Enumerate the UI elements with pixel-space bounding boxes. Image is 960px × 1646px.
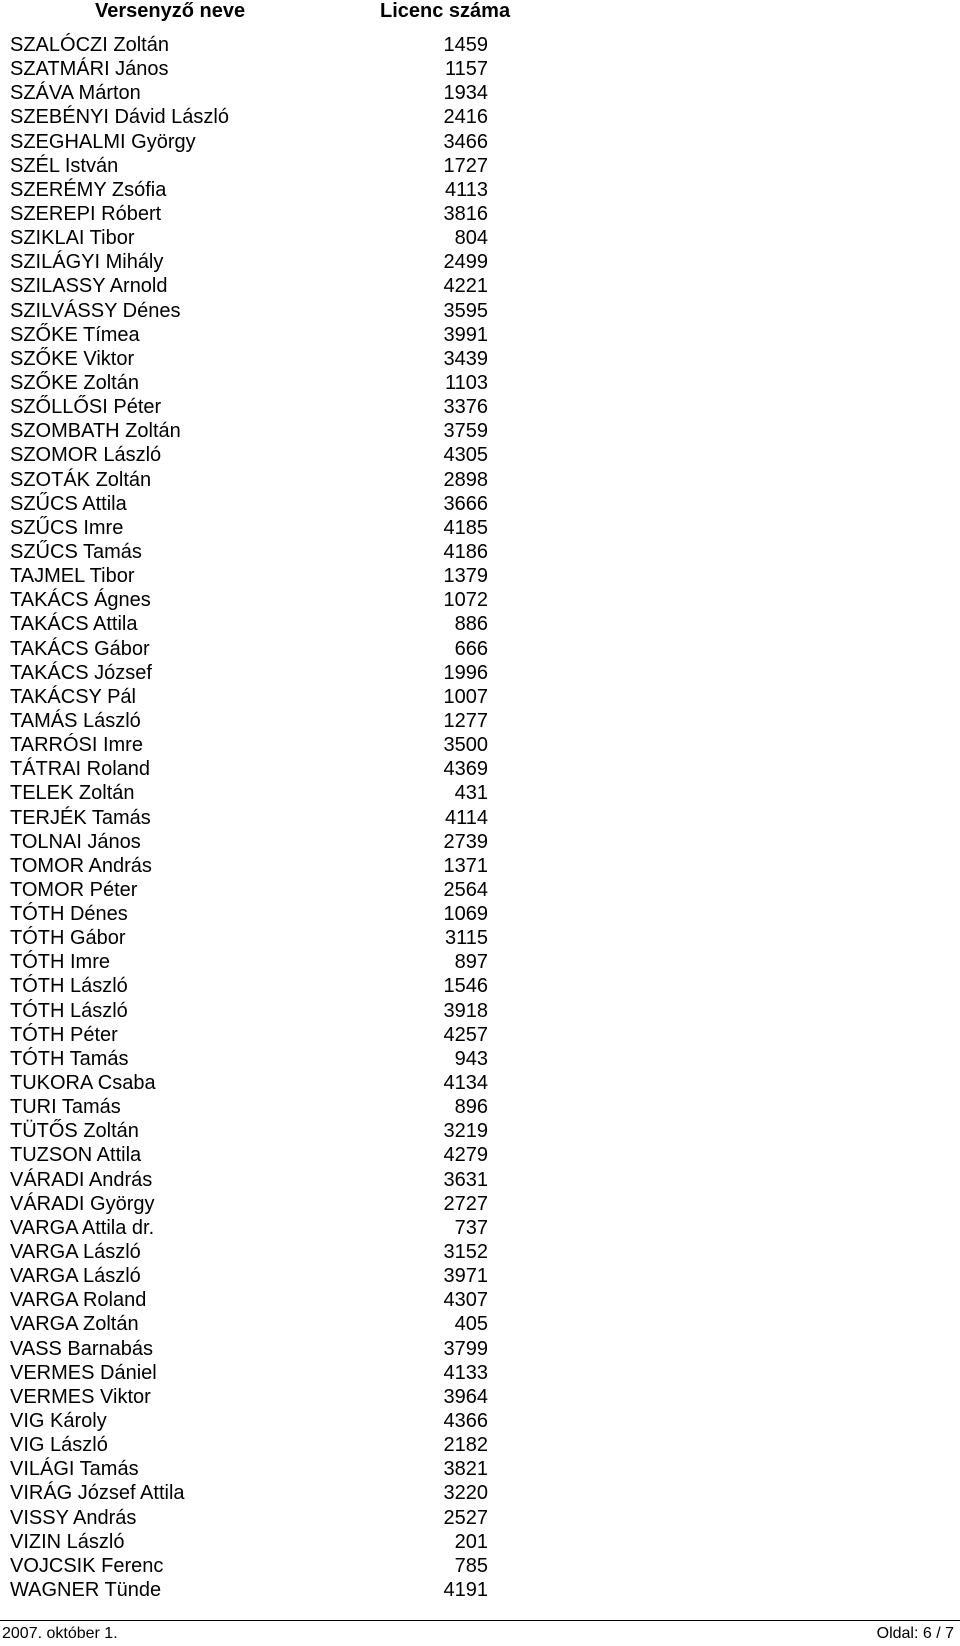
license-number: 1007 [443,685,488,708]
license-number: 2499 [443,251,488,274]
table-row [0,1264,960,1288]
competitor-name: TOLNAI János [10,830,141,853]
competitor-name: TAKÁCS Gábor [10,637,150,660]
license-number: 886 [454,613,488,636]
competitor-name: VIRÁG József Attila [10,1482,185,1505]
table-row [0,395,960,419]
license-number: 3500 [443,734,488,757]
license-number: 4257 [443,1023,488,1046]
header-competitor-name: Versenyző neve [95,0,246,22]
table-row [0,492,960,516]
table-row [0,443,960,467]
competitor-name: VARGA László [10,1241,141,1264]
competitor-name: TELEK Zoltán [10,782,135,805]
competitor-name: SZŰCS Imre [10,516,124,539]
table-row [0,781,960,805]
table-row [0,612,960,636]
license-number: 201 [454,1530,488,1553]
license-number: 2898 [443,468,488,491]
competitor-name: SZŰCS Attila [10,492,127,515]
license-number: 3918 [443,999,488,1022]
competitor-name: SZÁVA Márton [10,82,141,105]
competitor-name: TÁTRAI Roland [10,758,151,781]
license-number: 785 [454,1554,488,1577]
table-row [0,468,960,492]
table-row [0,974,960,998]
competitor-name: SZATMÁRI János [10,58,169,81]
table-row [0,1530,960,1554]
license-number: 2739 [443,830,488,853]
license-number: 4307 [443,1289,488,1312]
license-number: 3219 [443,1120,488,1143]
table-row [0,1168,960,1192]
license-number: 2182 [443,1434,488,1457]
competitor-name: SZILÁGYI Mihály [10,251,164,274]
competitor-name: TÓTH Péter [10,1023,118,1046]
table-row [0,1119,960,1143]
table-row [0,516,960,540]
license-number: 1103 [444,371,488,394]
competitor-name: SZEGHALMI György [10,130,196,153]
table-row [0,1433,960,1457]
table-row [0,1143,960,1167]
competitor-name: TAKÁCS József [10,661,152,684]
competitor-name: TURI Tamás [10,1096,121,1119]
license-number: 4305 [443,444,488,467]
license-number: 1727 [443,154,488,177]
license-number: 4113 [444,178,488,201]
license-number: 4366 [443,1410,488,1433]
table-row [0,564,960,588]
license-number: 1934 [443,82,488,105]
competitor-name: SZŐKE Viktor [10,347,135,370]
license-number: 804 [454,227,488,250]
license-number: 1459 [443,34,488,56]
table-row [0,154,960,178]
table-row [0,830,960,854]
license-number: 1072 [443,589,488,612]
competitor-name: SZOMOR László [10,444,162,467]
license-number: 3220 [443,1482,488,1505]
table-row [0,1554,960,1578]
table-row [0,347,960,371]
competitor-name: SZOTÁK Zoltán [10,468,152,491]
table-row [0,274,960,298]
license-number: 737 [454,1216,488,1239]
competitor-name: TÓTH Gábor [10,927,126,950]
table-row [0,33,960,57]
competitor-name: SZIKLAI Tibor [10,227,135,250]
license-number: 3971 [443,1265,488,1288]
competitor-name: VIZIN László [10,1530,125,1553]
table-row [0,299,960,323]
table-row [0,733,960,757]
page-footer [0,1620,960,1646]
table-row [0,105,960,129]
competitor-name: TUZSON Attila [10,1144,142,1167]
competitor-name: VARGA László [10,1265,141,1288]
table-row [0,1409,960,1433]
competitor-name: VÁRADI András [10,1168,153,1191]
license-number: 3821 [443,1458,488,1481]
competitor-name: TÓTH Imre [10,951,110,974]
competitor-name: VÁRADI György [10,1192,155,1215]
competitor-name: SZILVÁSSY Dénes [10,299,181,322]
table-row [0,419,960,443]
table-row [0,588,960,612]
license-number: 431 [454,782,488,805]
competitor-name: VARGA Zoltán [10,1313,139,1336]
table-row [0,130,960,154]
license-number: 3466 [443,130,488,153]
competitor-name: TOMOR András [10,854,152,877]
license-number: 2416 [443,106,488,129]
license-number: 3376 [443,396,488,419]
competitor-name: SZŰCS Tamás [10,540,142,563]
license-number: 4279 [443,1144,488,1167]
license-number: 3666 [443,492,488,515]
competitor-name: SZÉL István [10,154,119,177]
license-number: 3595 [443,299,488,322]
competitor-name: VERMES Viktor [10,1385,151,1408]
table-row [0,1481,960,1505]
license-number: 3799 [443,1337,488,1360]
license-number: 4133 [443,1361,488,1384]
license-number: 2727 [443,1192,488,1215]
table-row [0,1095,960,1119]
license-number: 2564 [443,878,488,901]
competitor-name: VIG László [10,1434,108,1457]
table-row [0,950,960,974]
license-number: 3816 [443,202,488,225]
competitor-name: SZALÓCZI Zoltán [10,34,169,56]
table-row [0,202,960,226]
table-row [0,878,960,902]
competitor-name: TAKÁCS Ágnes [10,589,151,612]
table-row [0,902,960,926]
competitor-name: TUKORA Csaba [10,1072,156,1095]
license-number: 3631 [443,1168,488,1191]
table-row [0,81,960,105]
table-row [0,757,960,781]
license-number: 3115 [444,927,488,950]
license-number: 1157 [444,58,488,81]
table-row [0,1240,960,1264]
license-number: 1069 [443,903,488,926]
table-row [0,250,960,274]
competitor-name: TARRÓSI Imre [10,734,143,757]
competitor-name: TÜTŐS Zoltán [10,1120,139,1143]
header-license-number: Licenc száma [380,0,511,22]
competitor-name: TÓTH Dénes [10,903,128,926]
table-row [0,709,960,733]
competitor-name: TÓTH László [10,999,128,1022]
table-row [0,806,960,830]
competitor-name: VISSY András [10,1506,137,1529]
table-row [0,685,960,709]
license-number: 3152 [443,1241,488,1264]
competitor-name: VARGA Attila dr. [10,1216,155,1239]
table-row [0,999,960,1023]
table-row [0,1023,960,1047]
competitor-name: SZŐLLŐSI Péter [10,396,162,419]
table-row [0,1337,960,1361]
competitor-list [0,33,960,1602]
license-number: 3759 [443,420,488,443]
license-number: 896 [454,1096,488,1119]
license-number: 4134 [443,1072,488,1095]
table-row [0,926,960,950]
license-number: 3439 [443,347,488,370]
table-row [0,323,960,347]
license-number: 4221 [443,275,488,298]
license-number: 4186 [443,540,488,563]
table-row [0,661,960,685]
competitor-name: TÓTH Tamás [10,1047,129,1070]
competitor-name: SZEBÉNYI Dávid László [10,106,229,129]
table-row [0,57,960,81]
competitor-name: TAJMEL Tibor [10,565,135,588]
competitor-name: VOJCSIK Ferenc [10,1554,164,1577]
table-row [0,1361,960,1385]
table-row [0,854,960,878]
table-row [0,1385,960,1409]
license-number: 2527 [443,1506,488,1529]
license-number: 1379 [443,565,488,588]
table-row [0,1578,960,1602]
competitor-name: TAKÁCS Attila [10,613,138,636]
competitor-name: SZŐKE Zoltán [10,371,139,394]
license-number: 4185 [443,516,488,539]
license-number: 666 [454,637,488,660]
table-row [0,1071,960,1095]
license-number: 1546 [443,975,488,998]
competitor-name: TERJÉK Tamás [10,806,151,829]
license-number: 3964 [443,1385,488,1408]
competitor-name: SZOMBATH Zoltán [10,420,181,443]
license-number: 405 [454,1313,488,1336]
competitor-name: VASS Barnabás [10,1337,154,1360]
competitor-name: TÓTH László [10,975,128,998]
license-number: 1277 [443,709,488,732]
table-row [0,540,960,564]
footer-date: 2007. október 1. [2,1625,118,1642]
competitor-name: SZERÉMY Zsófia [10,178,167,201]
competitor-name: VIG Károly [10,1410,107,1433]
license-number: 1371 [443,854,488,877]
competitor-name: SZEREPI Róbert [10,202,162,225]
license-number: 4369 [443,758,488,781]
competitor-name: VILÁGI Tamás [10,1458,139,1481]
table-row [0,1288,960,1312]
competitor-name: TOMOR Péter [10,878,138,901]
table-row [0,371,960,395]
table-row [0,226,960,250]
table-row [0,178,960,202]
license-number: 4114 [444,806,488,829]
license-number: 3991 [443,323,488,346]
table-row [0,1506,960,1530]
competitor-name: VERMES Dániel [10,1361,157,1384]
license-number: 1996 [443,661,488,684]
table-row [0,1312,960,1336]
competitor-name: SZŐKE Tímea [10,323,140,346]
license-number: 897 [454,951,488,974]
competitor-name: VARGA Roland [10,1289,147,1312]
license-number: 943 [454,1047,488,1070]
table-row [0,1216,960,1240]
competitor-name: WAGNER Tünde [10,1579,162,1601]
table-row [0,1047,960,1071]
table-row [0,1457,960,1481]
competitor-name: SZILASSY Arnold [10,275,168,298]
table-row [0,637,960,661]
table-header [0,0,960,22]
competitor-name: TAMÁS László [10,709,141,732]
competitor-name: TAKÁCSY Pál [10,685,136,708]
table-row [0,1192,960,1216]
license-number: 4191 [443,1579,488,1601]
page-number: Oldal: 6 / 7 [876,1625,954,1642]
